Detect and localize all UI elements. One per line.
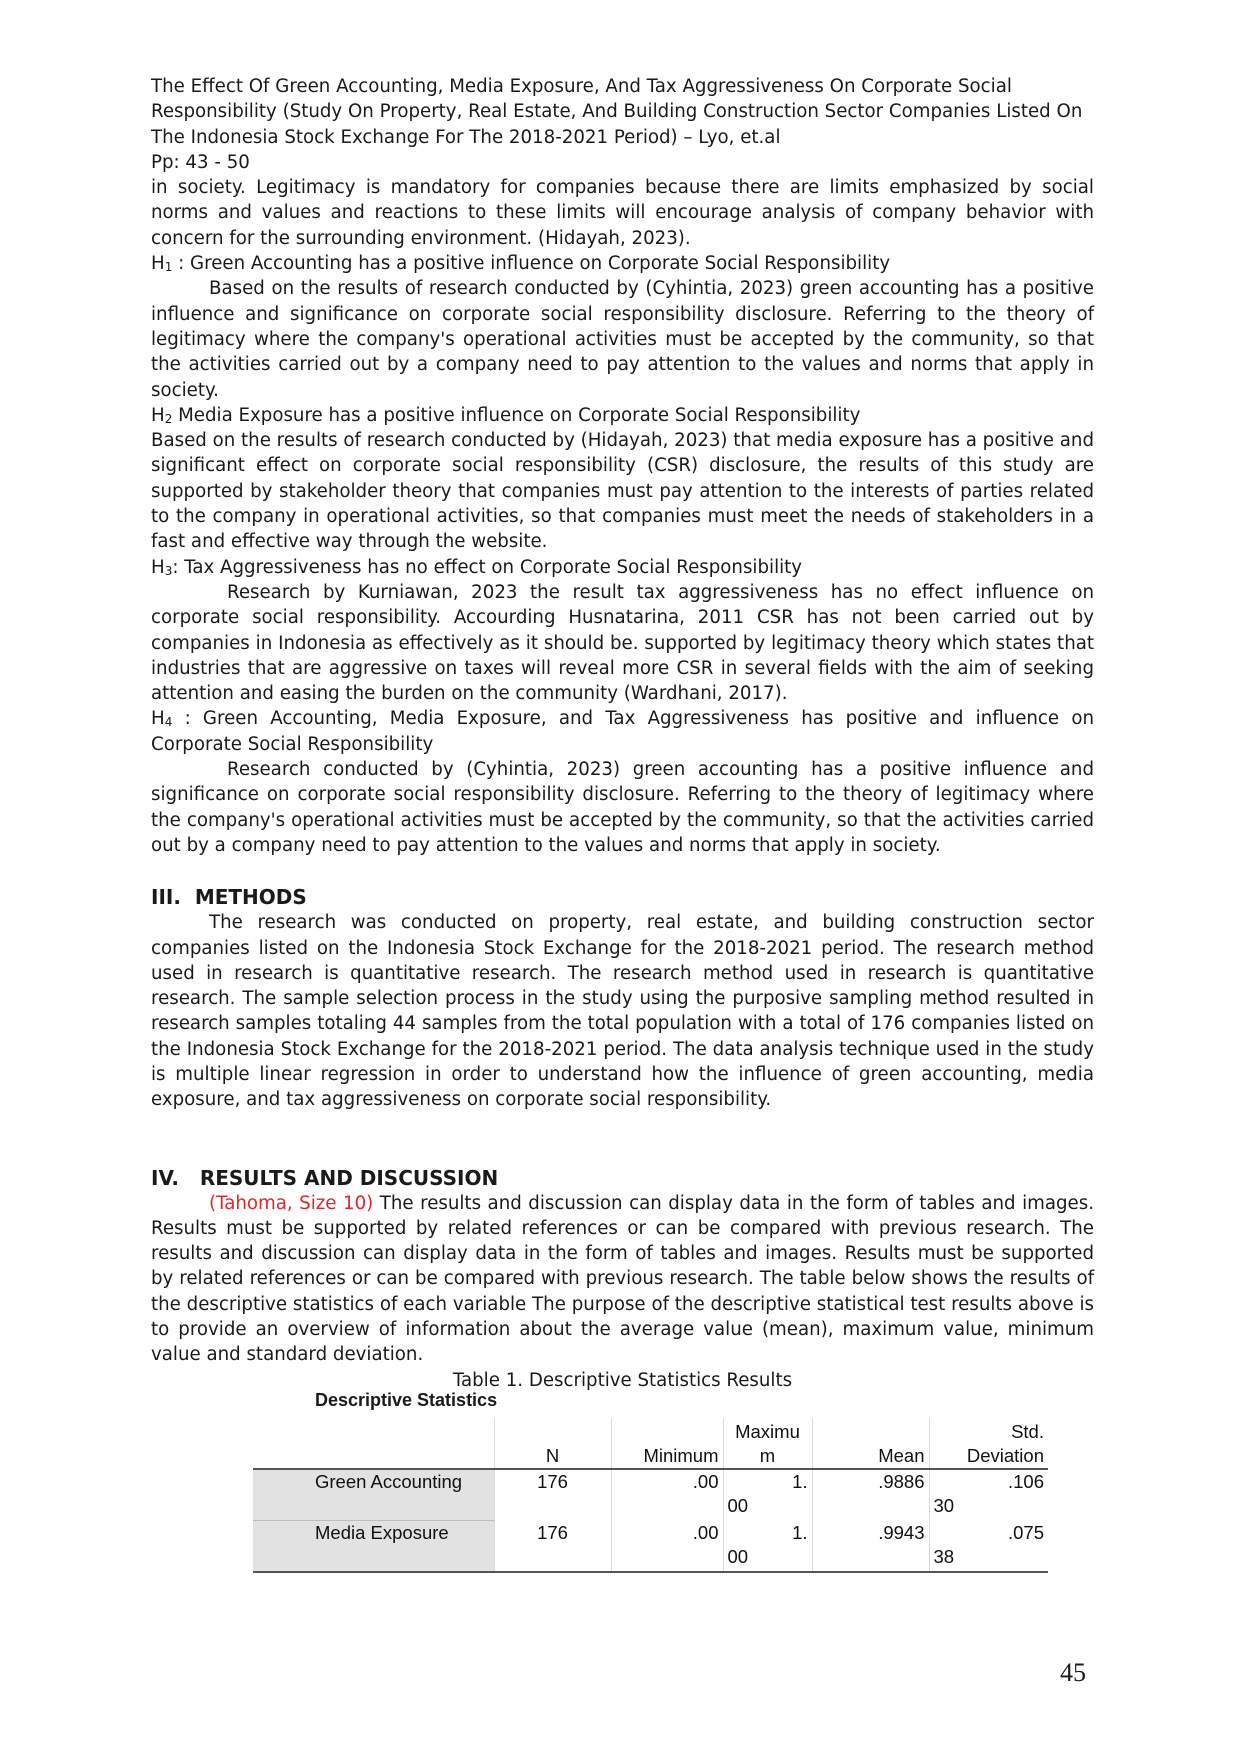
hypothesis-4 (151, 706, 1094, 757)
hypothesis-3-text: : Tax Aggressiveness has no effect on Corporate Social Responsibility (172, 556, 803, 578)
cell-std-line1: .106 (1007, 1471, 1044, 1492)
hypothesis-2 (151, 403, 1094, 428)
table-title: Descriptive Statistics (315, 1390, 498, 1410)
results-text: The results and discussion can display data in the form of tables and images. Results must be supported by related references or can be compared with previous research. The results and discussion can display data in the form of tables and images. Results must be supported by related references or can be compared with previous research. The table below shows the results of the descriptive statistics of each variable The purpose of the descriptive statistical test results above is to provide an overview of information about the average value (mean), maximum value, minimum value and standard deviation. (151, 1192, 1094, 1366)
running-header-line-1: The Effect Of Green Accounting, Media Exposure, And Tax Aggressiveness On Corporate Social (151, 76, 1012, 97)
cell-n: 176 (494, 1521, 611, 1573)
cell-mean: .9943 (812, 1521, 929, 1573)
table-row (253, 1469, 1048, 1521)
cell-std-line2: 38 (933, 1545, 955, 1567)
header-minimum (611, 1418, 723, 1469)
header-std-line1: Std. (1011, 1421, 1044, 1442)
header-maximum (723, 1418, 812, 1469)
table-header-row (253, 1418, 1048, 1469)
page-number: 45 (1060, 1658, 1086, 1687)
hypothesis-1 (151, 251, 1094, 276)
methods-heading: III. METHODS (151, 885, 307, 910)
table-caption: Table 1. Descriptive Statistics Results (452, 1369, 793, 1391)
style-note: (Tahoma, Size 10) (209, 1192, 374, 1214)
descriptive-statistics-table (253, 1418, 1048, 1573)
row-label: Media Exposure (253, 1521, 494, 1573)
running-header-line-3: The Indonesia Stock Exchange For The 2018-2021 Period) – Lyo, et.al (151, 126, 781, 148)
row-label: Green Accounting (253, 1469, 494, 1521)
page-content (151, 74, 1094, 1393)
cell-max (723, 1469, 812, 1521)
hypothesis-3-paragraph: Research by Kurniawan, 2023 the result tax aggressiveness has no effect influence on corporate social responsibility. Accourding Husnatarina, 2011 CSR has not been carried out by companies in Indonesia as effectively as it should be. supported by legitimacy theory which states that industries that are aggressive on taxes will reveal more CSR in several fields with the aim of seeking attention and easing the burden on the community (Wardhani, 2017). (151, 581, 1094, 705)
running-header-line-2: Responsibility (Study On Property, Real Estate, And Building Construction Sector Companies Listed On (151, 101, 1083, 123)
cell-max-line2: 00 (727, 1545, 749, 1567)
header-std-line2: Deviation (966, 1445, 1044, 1466)
hypothesis-1-text: : Green Accounting has a positive influence on Corporate Social Responsibility (172, 253, 891, 275)
hypothesis-3-label: H (151, 556, 165, 578)
header-minimum-label: Minimum (643, 1445, 719, 1466)
hypothesis-2-sub: 2 (164, 411, 173, 426)
cell-max (723, 1521, 812, 1573)
cell-n: 176 (494, 1469, 611, 1521)
cell-mean: .9886 (812, 1469, 929, 1521)
hypothesis-4-paragraph: Research conducted by (Cyhintia, 2023) green accounting has a positive influence and significance on corporate social responsibility disclosure. Referring to the theory of legitimacy where the company's operational activities must be accepted by the community, so that the activities carried out by a company need to pay attention to the values and norms that apply in society. (151, 759, 1094, 856)
cell-std-line2: 30 (933, 1495, 955, 1516)
hypothesis-2-text: Media Exposure has a positive influence on Corporate Social Responsibility (172, 404, 861, 426)
page-range: Pp: 43 - 50 (151, 151, 250, 173)
cell-max-line1: 1. (792, 1521, 808, 1543)
hypothesis-4-label: H (151, 708, 165, 730)
hypothesis-1-label: H (151, 253, 165, 275)
hypothesis-1-paragraph: Based on the results of research conducted by (Cyhintia, 2023) green accounting has a positive influence and significance on corporate social responsibility disclosure. Referring to the theory of legitimacy where the company's operational activities must be accepted by the community, so that the activities carried out by a company need to pay attention to the values and norms that apply in society. (151, 278, 1094, 401)
header-n-label: N (545, 1445, 560, 1466)
legitimacy-paragraph: in society. Legitimacy is mandatory for companies because there are limits emphasized by social norms and values and reactions to these limits will encourage analysis of company behavior with concern for the surrounding environment. (Hidayah, 2023). (151, 177, 1094, 249)
hypothesis-4-text: : Green Accounting, Media Exposure, and Tax Aggressiveness has positive and influence on Corporate Social Responsibility (151, 708, 1094, 755)
header-std (929, 1418, 1048, 1469)
hypothesis-3-sub: 3 (164, 563, 173, 578)
hypothesis-2-label: H (151, 404, 165, 426)
hypothesis-4-sub: 4 (164, 715, 173, 730)
header-maximum-line2: m (759, 1445, 776, 1466)
cell-std (929, 1521, 1048, 1573)
methods-paragraph: The research was conducted on property, real estate, and building construction sector companies listed on the Indonesia Stock Exchange for the 2018-2021 period. The research method used in research is quantitative research. The research method used in research is quantitative research. The sample selection process in the study using the purposive sampling method resulted in research samples totaling 44 samples from the total population with a total of 176 companies listed on the Indonesia Stock Exchange for the 2018-2021 period. The data analysis technique used in the study is multiple linear regression in order to understand how the influence of green accounting, media exposure, and tax aggressiveness on corporate social responsibility. (151, 912, 1094, 1111)
cell-max-line2: 00 (727, 1495, 749, 1516)
results-heading: IV. RESULTS AND DISCUSSION (151, 1165, 499, 1190)
cell-std (929, 1469, 1048, 1521)
hypothesis-2-paragraph: Based on the results of research conducted by (Hidayah, 2023) that media exposure has a positive and significant effect on corporate social responsibility (CSR) disclosure, the results of this study are supported by stakeholder theory that companies must pay attention to the interests of parties related to the company in operational activities, so that companies must meet the needs of stakeholders in a fast and effective way through the website. (151, 430, 1094, 553)
header-blank (253, 1418, 494, 1469)
results-paragraph (151, 1191, 1094, 1368)
hypothesis-1-sub: 1 (164, 260, 173, 275)
table-row (253, 1521, 1048, 1573)
header-mean (812, 1418, 929, 1469)
cell-max-line1: 1. (792, 1471, 808, 1492)
header-n (494, 1418, 611, 1469)
hypothesis-3 (151, 555, 1094, 580)
header-maximum-line1: Maximu (735, 1421, 800, 1442)
cell-std-line1: .075 (1007, 1521, 1044, 1543)
cell-min: .00 (611, 1469, 723, 1521)
cell-min: .00 (611, 1521, 723, 1573)
header-mean-label: Mean (878, 1445, 925, 1466)
